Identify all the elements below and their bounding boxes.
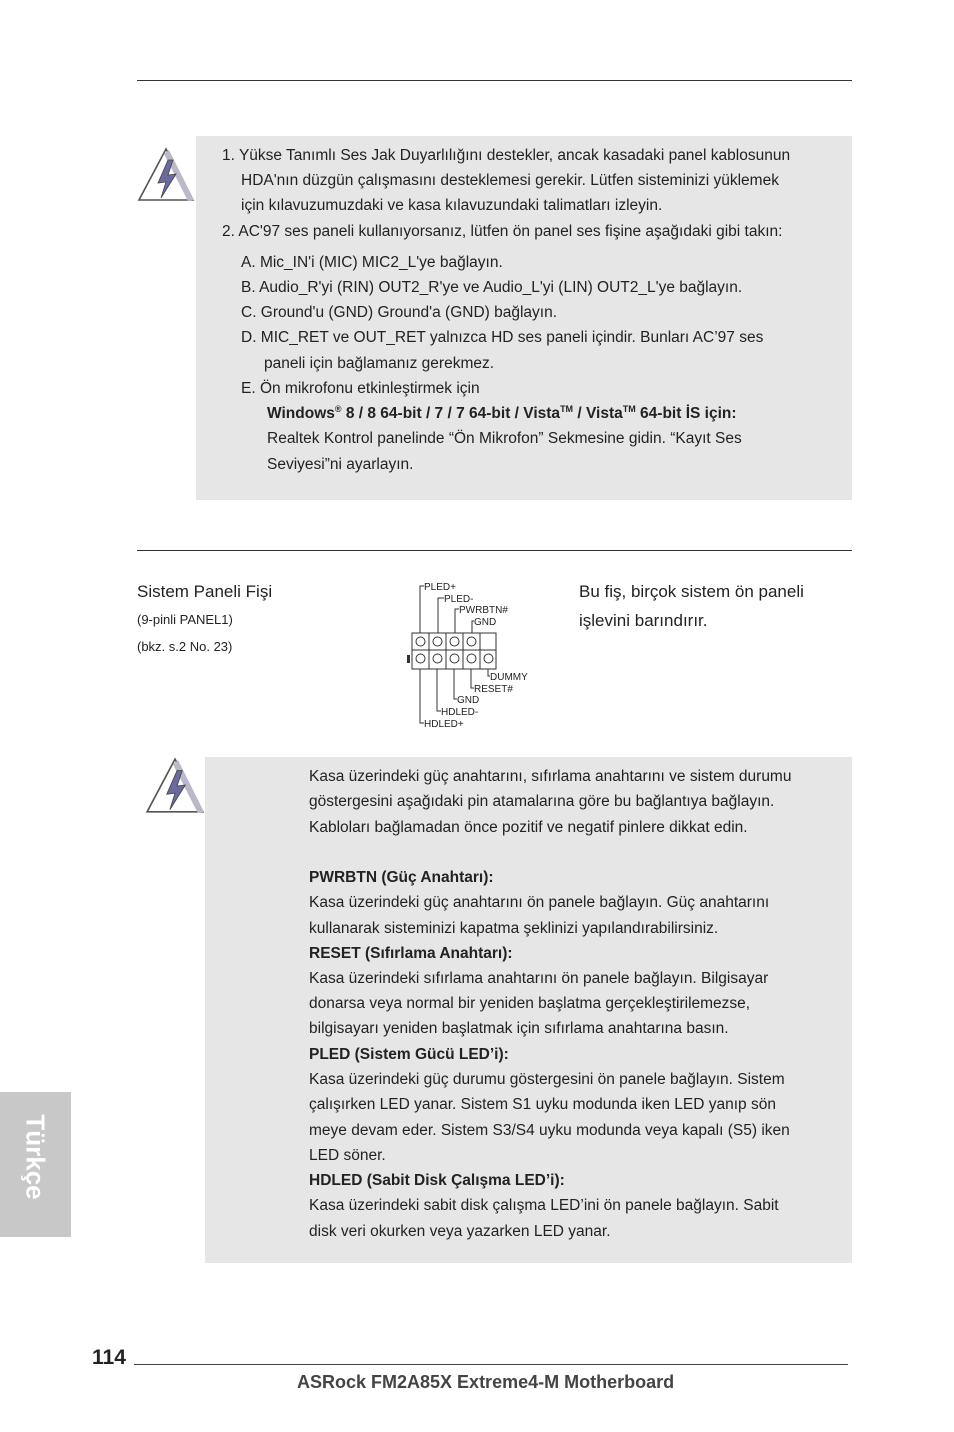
footer-title: ASRock FM2A85X Extreme4-M Motherboard	[297, 1372, 675, 1392]
reset-line-2: donarsa veya normal bir yeniden başlatma gerçekleştirilemezse,	[309, 995, 751, 1012]
pin-label-reset: RESET#	[474, 684, 513, 695]
note-sub-a: A. Mic_IN'i (MIC) MIC2_L'ye bağlayın.	[241, 254, 503, 271]
panel-pin-diagram	[404, 578, 544, 733]
pin-label-dummy: DUMMY	[490, 672, 528, 683]
realtek-line-2: Seviyesi”ni ayarlayın.	[267, 456, 414, 473]
note-sub-d-line-2: paneli için bağlamanız gerekmez.	[264, 355, 495, 372]
os-heading: Windows® 8 / 8 64-bit / 7 / 7 64-bit / Vista™ / Vista™ 64-bit İS için:	[267, 403, 737, 422]
note-sub-d-line-1: D. MIC_RET ve OUT_RET yalnızca HD ses paneli içindir. Bunları AC’97 ses	[241, 329, 764, 346]
warning-icon	[136, 146, 196, 204]
note-sub-c: C. Ground'u (GND) Ground'a (GND) bağlayın.	[241, 304, 558, 321]
note-item-1-line-2: HDA'nın düzgün çalışmasını desteklemesi gerekir. Lütfen sisteminizi yüklemek	[241, 172, 779, 189]
panel-intro-line-3: Kabloları bağlamadan önce pozitif ve negatif pinlere dikkat edin.	[309, 819, 748, 836]
pin-label-pled-plus: PLED+	[424, 582, 456, 593]
note-item-2: 2. AC'97 ses paneli kullanıyorsanız, lütfen ön panel ses fişine aşağıdaki gibi takın:	[222, 223, 783, 240]
pled-heading: PLED (Sistem Gücü LED’i):	[309, 1046, 509, 1063]
panel-ref: (bkz. s.2 No. 23)	[137, 639, 233, 654]
note-sub-b: B. Audio_R'yi (RIN) OUT2_R'ye ve Audio_L'yi (LIN) OUT2_L'ye bağlayın.	[241, 279, 743, 296]
reset-line-1: Kasa üzerindeki sıfırlama anahtarını ön panele bağlayın. Bilgisayar	[309, 970, 769, 987]
realtek-line-1: Realtek Kontrol panelinde “Ön Mikrofon” Sekmesine gidin. “Kayıt Ses	[267, 430, 742, 447]
reset-heading: RESET (Sıfırlama Anahtarı):	[309, 945, 513, 962]
pin-label-pwrbtn: PWRBTN#	[459, 605, 508, 616]
hdled-heading: HDLED (Sabit Disk Çalışma LED’i):	[309, 1172, 565, 1189]
reset-line-3: bilgisayarı yeniden başlatmak için sıfırlama anahtarına basın.	[309, 1020, 729, 1037]
panel-intro-line-1: Kasa üzerindeki güç anahtarını, sıfırlama anahtarını ve sistem durumu	[309, 768, 792, 785]
panel-title: Sistem Paneli Fişi	[137, 582, 273, 601]
panel-subtitle: (9-pinli PANEL1)	[137, 612, 233, 627]
pwrbtn-heading: PWRBTN (Güç Anahtarı):	[309, 869, 494, 886]
footer-rule	[134, 1364, 848, 1365]
pin-label-gnd-top: GND	[474, 617, 497, 628]
pled-line-4: LED söner.	[309, 1147, 386, 1164]
note-item-1-line-3: için kılavuzumuzdaki ve kasa kılavuzundaki talimatları izleyin.	[241, 197, 663, 214]
hdled-line-1: Kasa üzerindeki sabit disk çalışma LED’ini ön panele bağlayın. Sabit	[309, 1197, 779, 1214]
note-sub-e: E. Ön mikrofonu etkinleştirmek için	[241, 380, 480, 397]
pin-label-hdled-minus: HDLED-	[441, 707, 479, 718]
hdled-line-2: disk veri okurken veya yazarken LED yanar.	[309, 1223, 611, 1240]
top-rule	[137, 80, 852, 81]
panel-desc-line-2: işlevini barındırır.	[579, 611, 708, 630]
pwrbtn-line-1: Kasa üzerindeki güç anahtarını ön panele bağlayın. Güç anahtarını	[309, 894, 770, 911]
pin-label-gnd-bottom: GND	[457, 695, 480, 706]
pin-label-pled-minus: PLED-	[444, 594, 474, 605]
pled-line-3: meye devam eder. Sistem S3/S4 uyku modunda veya kapalı (S5) iken	[309, 1122, 790, 1139]
warning-icon	[144, 756, 206, 816]
pin-label-hdled-plus: HDLED+	[424, 719, 464, 730]
pled-line-1: Kasa üzerindeki güç durumu göstergesini ön panele bağlayın. Sistem	[309, 1071, 785, 1088]
pwrbtn-line-2: kullanarak sisteminizi kapatma şeklinizi yapılandırabilirsiniz.	[309, 920, 719, 937]
page-number: 114	[92, 1346, 126, 1369]
panel-intro-line-2: göstergesini aşağıdaki pin atamalarına göre bu bağlantıya bağlayın.	[309, 793, 775, 810]
pled-line-2: çalışırken LED yanar. Sistem S1 uyku modunda iken LED yanıp sön	[309, 1096, 776, 1113]
section-rule	[137, 550, 852, 551]
note-item-1-line-1: 1. Yükse Tanımlı Ses Jak Duyarlılığını destekler, ancak kasadaki panel kablosunun	[222, 147, 791, 164]
language-tab-label: Türkçe	[20, 1114, 51, 1200]
panel-desc-line-1: Bu fiş, birçok sistem ön paneli	[579, 582, 804, 601]
